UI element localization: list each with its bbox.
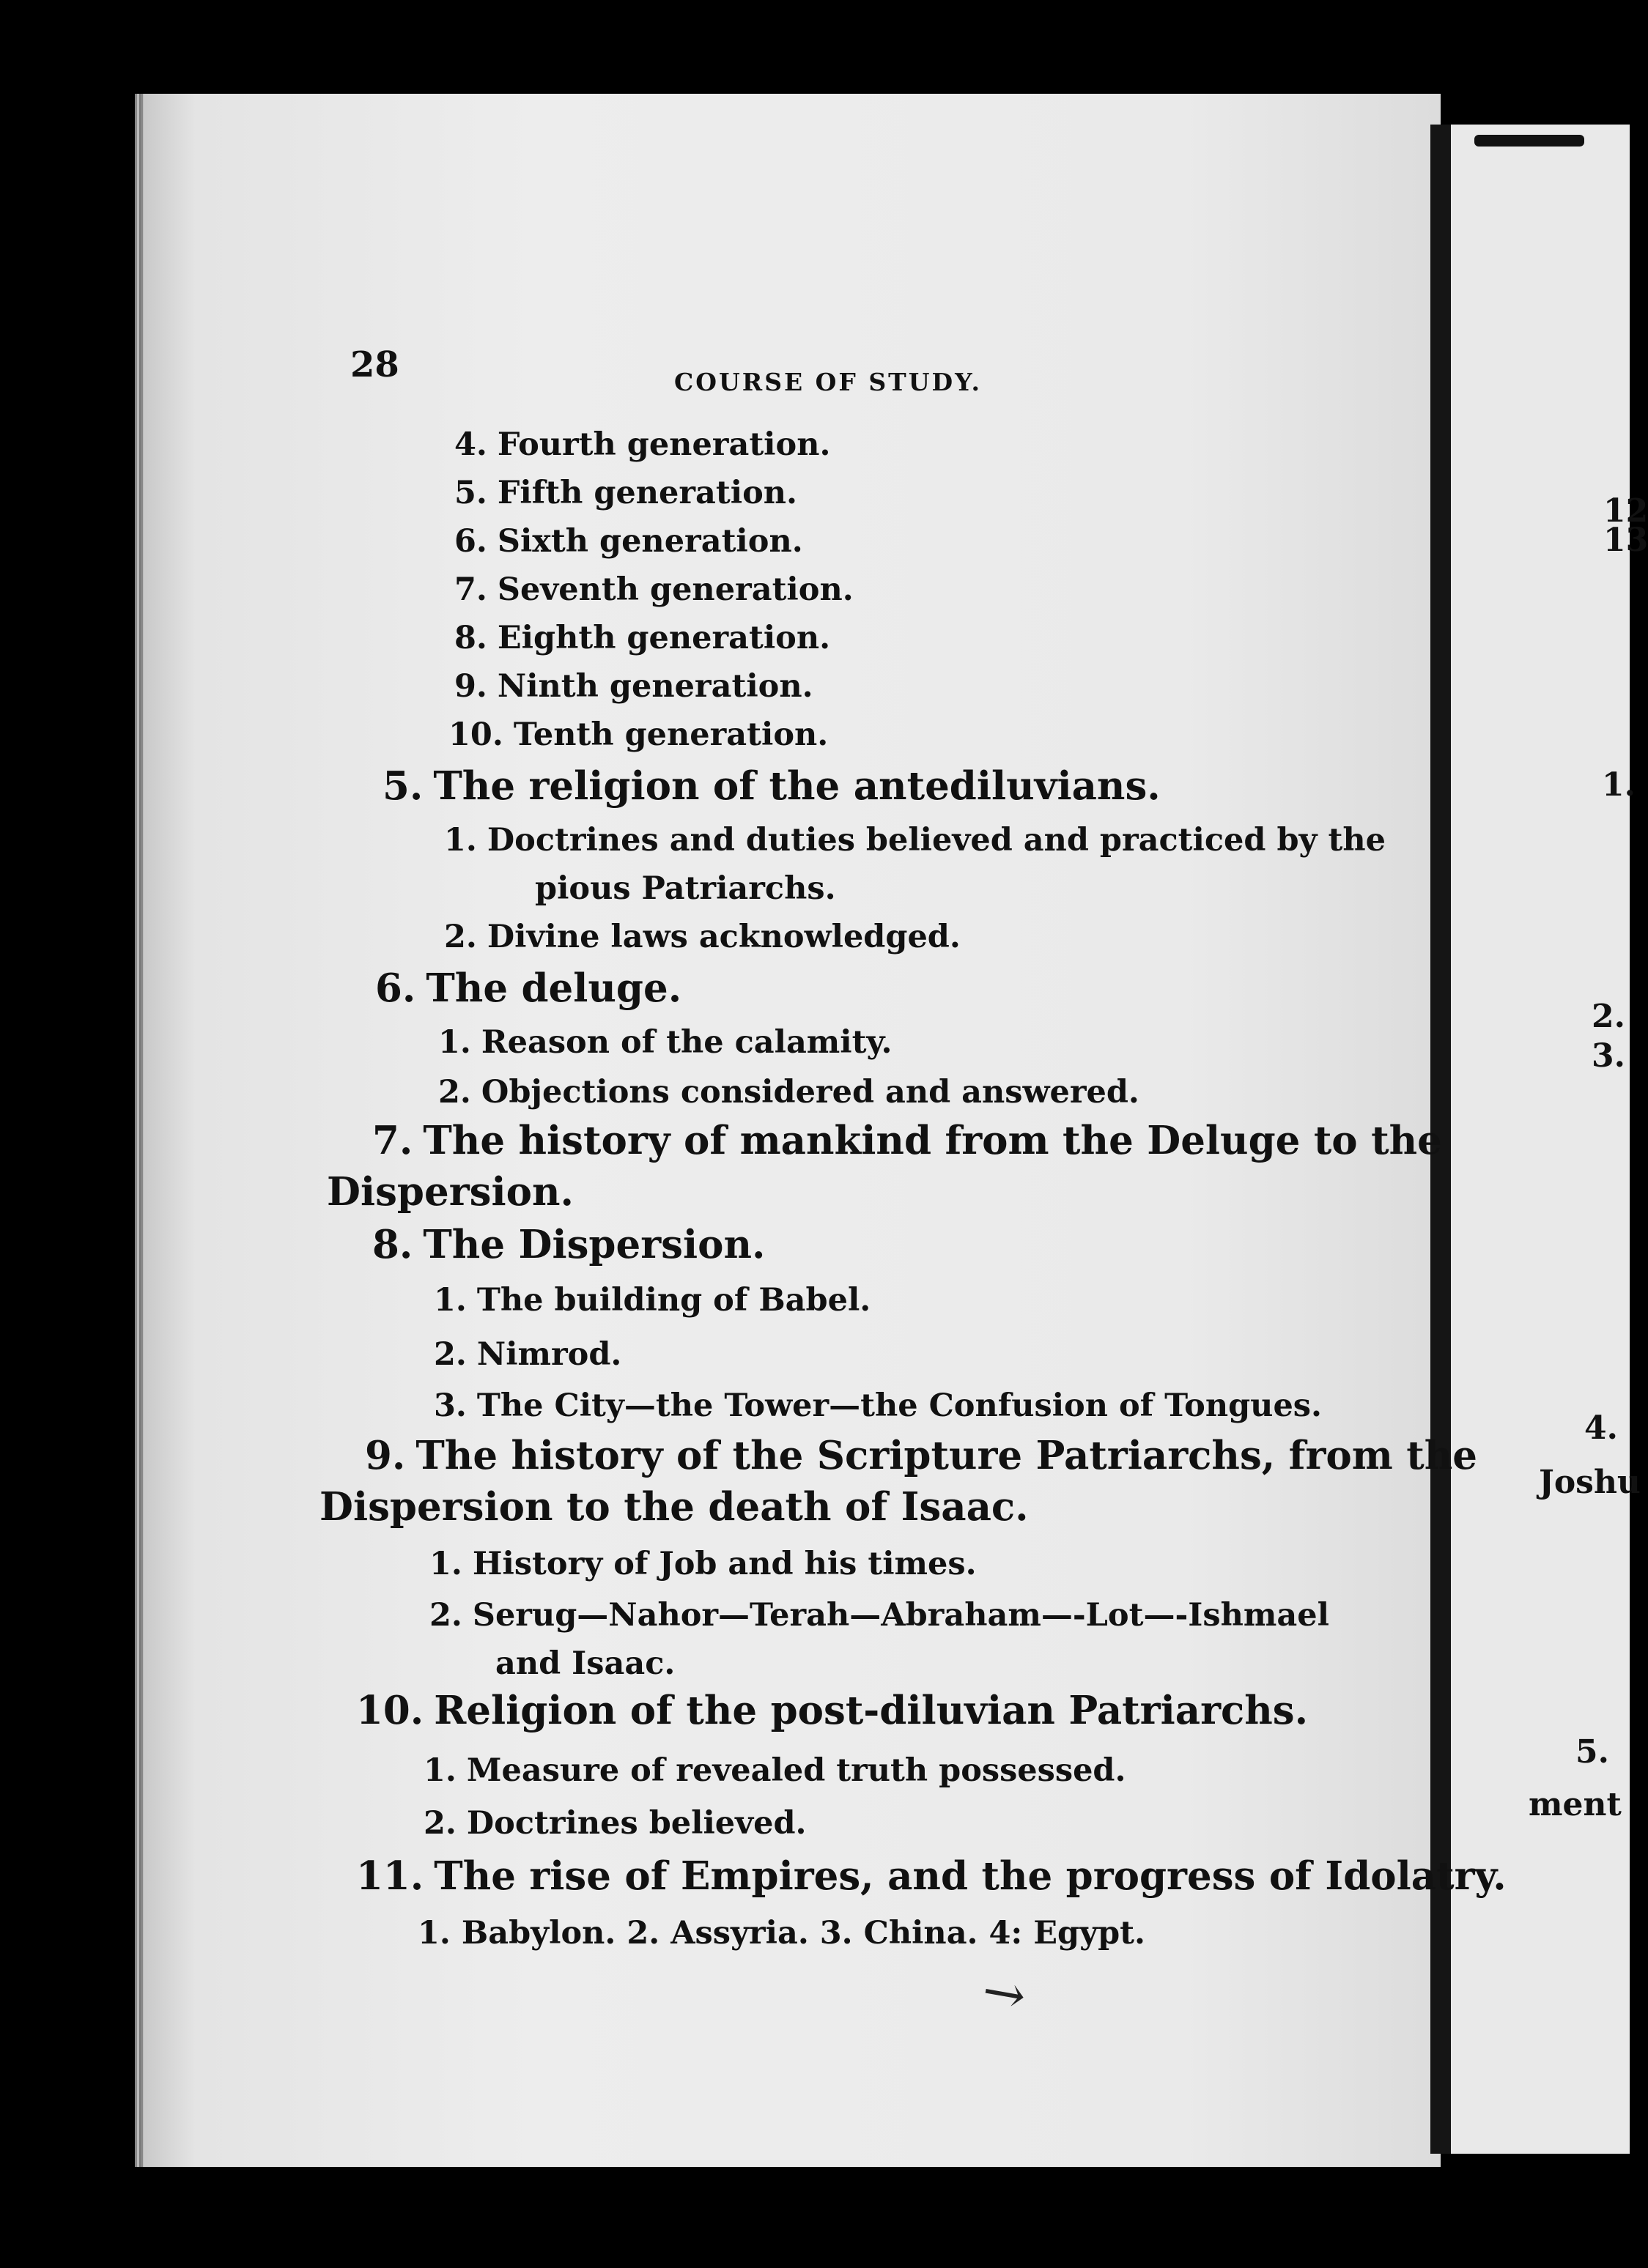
- outline-line: 1. The building of Babel.: [434, 1282, 871, 1319]
- outline-heading: 7. The history of mankind from the Deluge to the: [372, 1118, 1442, 1163]
- outline-heading: Dispersion to the death of Isaac.: [319, 1484, 1029, 1530]
- outline-line: 2. Divine laws acknowledged.: [444, 919, 961, 955]
- pencil-mark-icon: ↘: [968, 1956, 1038, 2031]
- outline-heading: 10. Religion of the post-diluvian Patriarchs.: [356, 1688, 1309, 1733]
- outline-line: 1. Babylon. 2. Assyria. 3. China. 4: Egypt.: [418, 1915, 1145, 1952]
- outline-line: 10. Tenth generation.: [448, 716, 829, 753]
- facing-fragment: 4.: [1584, 1409, 1618, 1447]
- outline-line: 4. Fourth generation.: [454, 426, 831, 463]
- facing-fragment: 2.: [1592, 998, 1625, 1035]
- outline-line: 2. Objections considered and answered.: [438, 1074, 1139, 1111]
- outline-line: and Isaac.: [495, 1645, 676, 1682]
- outline-line: 1. Measure of revealed truth possessed.: [424, 1752, 1126, 1789]
- outline-line: 3. The City—the Tower—the Confusion of Tongues.: [434, 1387, 1322, 1424]
- outline-line: pious Patriarchs.: [535, 870, 836, 907]
- ink-blot: [1474, 135, 1584, 147]
- outline-heading: 11. The rise of Empires, and the progress of Idolatry.: [356, 1853, 1507, 1899]
- outline-line: 2. Nimrod.: [434, 1336, 622, 1373]
- outline-line: 9. Ninth generation.: [454, 668, 813, 705]
- facing-fragment: ment: [1529, 1786, 1622, 1823]
- outline-line: 8. Eighth generation.: [454, 620, 831, 656]
- facing-fragment: 12: [1603, 492, 1648, 530]
- outline-line: 2. Doctrines believed.: [424, 1805, 807, 1842]
- facing-fragment: 1.: [1602, 766, 1636, 804]
- outline-line: 6. Sixth generation.: [454, 523, 803, 560]
- outline-heading: 8. The Dispersion.: [372, 1222, 766, 1267]
- facing-fragment: 5.: [1575, 1733, 1609, 1771]
- outline-heading: 5. The religion of the antediluvians.: [383, 763, 1161, 809]
- outline-line: 1. Reason of the calamity.: [438, 1024, 893, 1061]
- outline-line: 1. Doctrines and duties believed and practiced by the: [444, 822, 1386, 859]
- outline-heading: 6. The deluge.: [375, 966, 682, 1011]
- running-title: COURSE OF STUDY.: [674, 368, 982, 396]
- facing-page: [1451, 125, 1648, 2154]
- outline-line: 5. Fifth generation.: [454, 475, 798, 511]
- outline-heading: Dispersion.: [327, 1169, 574, 1215]
- page-number: 28: [350, 344, 399, 385]
- facing-fragment: 13: [1603, 522, 1648, 559]
- outline-line: 2. Serug—Nahor—Terah—Abraham—-Lot—-Ishmael: [429, 1597, 1329, 1634]
- outline-line: 7. Seventh generation.: [454, 571, 854, 608]
- outline-line: 1. History of Job and his times.: [429, 1546, 977, 1582]
- facing-fragment: Joshu: [1539, 1464, 1641, 1501]
- facing-fragment: 3.: [1592, 1037, 1625, 1075]
- outline-heading: 9. The history of the Scripture Patriarchs, from the: [365, 1433, 1478, 1478]
